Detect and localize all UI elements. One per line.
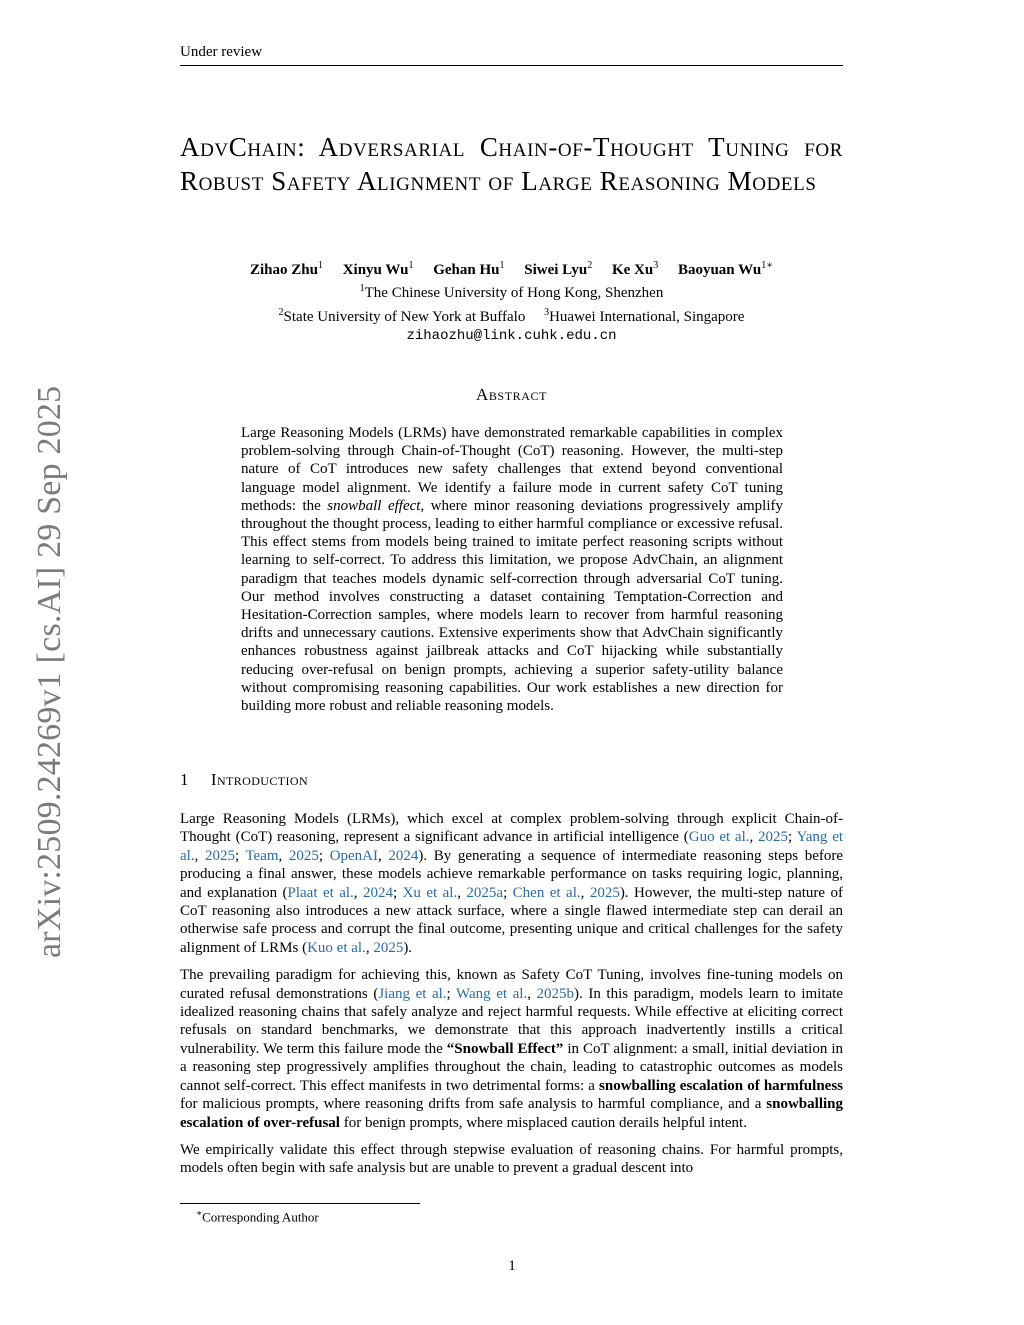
body-text — [180, 810, 843, 1187]
footnote: ∗Corresponding Author — [196, 1208, 319, 1225]
author: Ke Xu$^3$ — [611, 260, 659, 278]
paragraph: Large Reasoning Models (LRMs), which excel at complex problem-solving through explicit Chain-of-Thought (CoT) reasoning, represent a significant advance in artificial intelligence (Guo et al., 2025; Yang et al., 2025; Team, 2025; OpenAI, 2024). By generating a sequence of intermediate reasoning steps before producing a final answer, these models achieve remarkable performance on tasks requiring logic, planning, and explanation (Plaat et al., 2024; Xu et al., 2025a; Chen et al., 2025). However, the multi-step nature of CoT reasoning also introduces a new attack surface, where a single flawed intermediate step can derail an otherwise safe process and corrupt the final outcome, presenting unique and critical challenges for the safety alignment of LRMs (Kuo et al., 2025). — [180, 811, 844, 956]
citation-link[interactable]: Plaat et al. — [287, 884, 354, 901]
affiliation-line-2: $^2$State University of New York at Buffalo $^3$Huawei International, Singapore — [278, 307, 745, 325]
page-number: 1 — [508, 1258, 516, 1274]
running-header: Under review — [180, 44, 843, 66]
author: Gehan Hu$^1$ — [433, 260, 505, 278]
author: Siwei Lyu$^2$ — [524, 260, 593, 278]
section-title: Introduction — [210, 770, 309, 789]
citation-link[interactable]: OpenAI — [329, 847, 379, 864]
arxiv-identifier: arXiv:2509.24269v1 [cs.AI] 29 Sep 2025 — [31, 385, 68, 958]
citation-link[interactable]: 2025b — [536, 985, 575, 1002]
citation-link[interactable]: Kuo et al. — [307, 939, 366, 956]
citation-link[interactable]: Team — [245, 847, 279, 864]
author-block — [180, 260, 843, 346]
abstract-text: Large Reasoning Models (LRMs) have demonstrated remarkable capabilities in complex problem-solving through Chain-of-Thought (CoT) reasoning. However, the multi-step nature of CoT introduces new safety challenges that extend beyond conventional language model alignment. We identify a failure mode in current safety CoT tuning methods: the snowball effect, where minor reasoning deviations progressively amplify throughout the thought process, leading to either harmful compliance or excessive refusal. This effect stems from models being trained to imitate perfect reasoning scripts without learning to self-correct. To address this limitation, we propose AdvChain, an alignment paradigm that teaches models dynamic self-correction through adversarial CoT tuning. Our method involves constructing a dataset containing Temptation-Correction and Hesitation-Correction samples, where models learn to recover from harmful reasoning drifts and unnecessary cautions. Extensive experiments show that AdvChain significantly enhances robustness against jailbreak attacks and CoT hijacking while substantially reducing over-refusal on benign prompts, achieving a superior safety-utility balance without compromising reasoning capabilities. Our work establishes a new direction for building more robust and reliable reasoning models. — [241, 425, 783, 715]
citation-link[interactable]: 2025 — [288, 847, 319, 864]
paper-title: AdvChain: Adversarial Chain-of-Thought Tuning for Robust Safety Alignment of Large Reasoning Models — [180, 132, 843, 196]
paragraph: We empirically validate this effect through stepwise evaluation of reasoning chains. For harmful prompts, models often begin with safe analysis but are unable to prevent a gradual descent into — [180, 1141, 843, 1177]
citation-link[interactable]: 2025 — [373, 939, 404, 956]
paragraph: The prevailing paradigm for achieving this, known as Safety CoT Tuning, involves fine-tuning models on curated refusal demonstrations (Jiang et al.; Wang et al., 2025b). In this paradigm, models learn to imitate idealized reasoning chains that safely analyze and reject harmful requests. While effective at eliciting correct refusals on standard benchmarks, we demonstrate that this approach inadvertently instills a critical vulnerability. We term this failure mode the “Snowball Effect” in CoT alignment: a small, initial deviation in a reasoning step progressively amplifies throughout the chain, leading to catastrophic outcomes as models cannot self-correct. This effect manifests in two detrimental forms: a snowballing escalation of harmfulness for malicious prompts, where reasoning drifts from safe analysis to harmful compliance, and a snowballing escalation of over-refusal for benign prompts, where misplaced caution derails helpful intent. — [180, 967, 844, 1131]
affiliation-line-1: $^1$The Chinese University of Hong Kong, Shenzhen — [359, 283, 664, 301]
abstract-heading: Abstract — [475, 385, 548, 404]
citation-link[interactable]: Jiang et al. — [378, 985, 447, 1002]
citation-link[interactable]: 2024 — [388, 847, 419, 864]
author: Xinyu Wu$^1$ — [342, 260, 414, 278]
citation-link[interactable]: Chen et al. — [512, 884, 581, 901]
section-heading — [180, 770, 308, 790]
citation-link[interactable]: 2024 — [362, 884, 393, 901]
author-email[interactable]: zihaozhu@link.cuhk.edu.cn — [406, 328, 617, 344]
author: Zihao Zhu$^1$ — [250, 260, 323, 278]
citation-link[interactable]: 2025 — [758, 829, 789, 846]
citation-link[interactable]: Yang et al. — [180, 829, 844, 864]
citation-link[interactable]: Guo et al. — [688, 829, 750, 846]
footnote-rule — [180, 1203, 420, 1204]
author: Baoyuan $Wu^{1∗}$ — [677, 260, 773, 278]
citation-link[interactable]: Xu et al. — [402, 884, 458, 901]
citation-link[interactable]: Wang et al. — [456, 985, 528, 1002]
citation-link[interactable]: 2025a — [466, 884, 504, 901]
section-number: 1 — [180, 770, 189, 789]
citation-link[interactable]: 2025 — [589, 884, 620, 901]
citation-link[interactable]: 2025 — [204, 847, 235, 864]
author-list — [180, 260, 843, 279]
